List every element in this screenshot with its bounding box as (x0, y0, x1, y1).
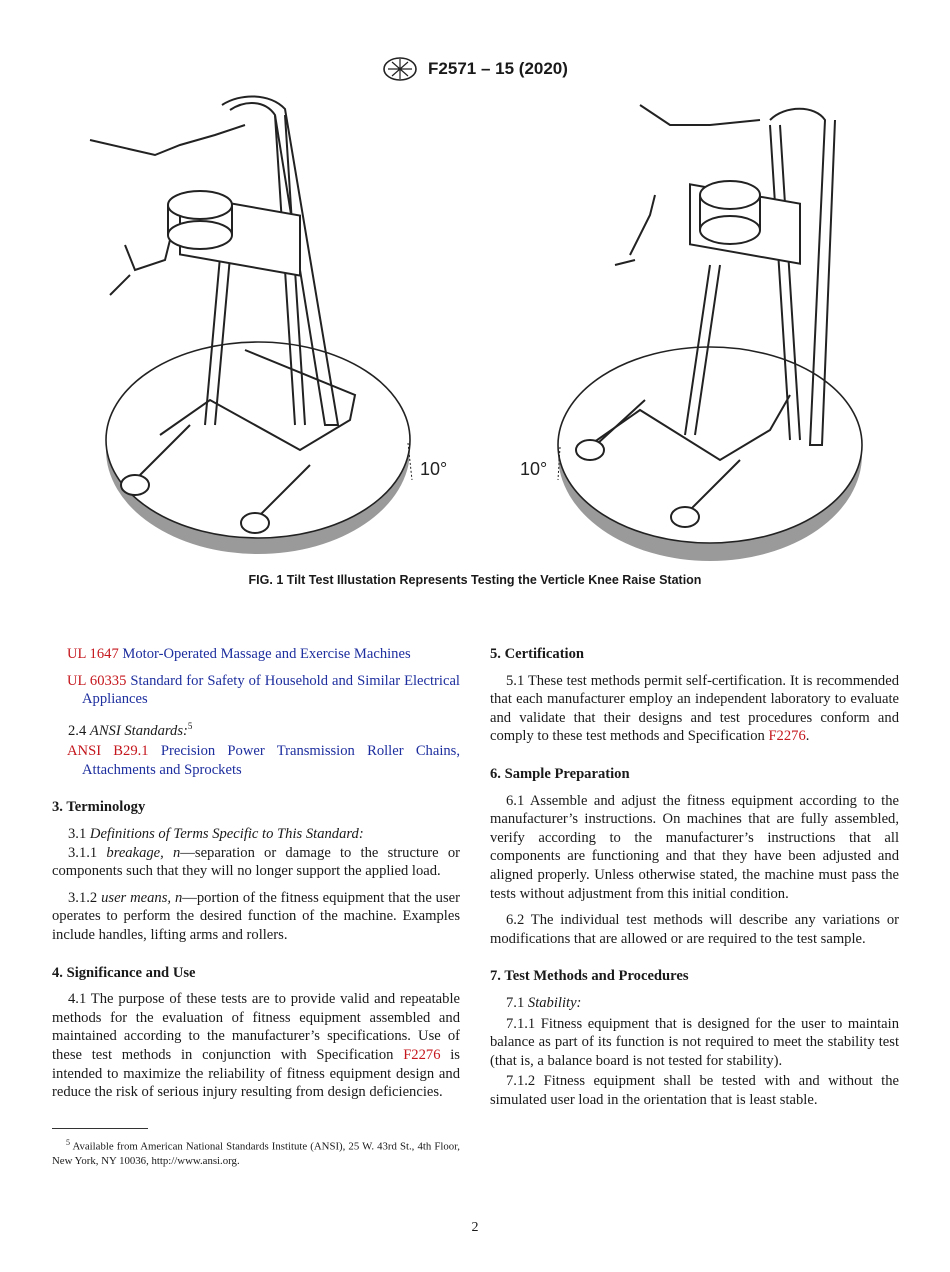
section-2-4 (52, 717, 460, 740)
page-header (0, 56, 950, 82)
section-number: 3.1.2 (68, 889, 98, 906)
left-angle-label: 10° (420, 459, 448, 479)
right-angle-label: 10° (520, 459, 548, 479)
footnote-marker: 5 (66, 1137, 70, 1147)
footnote-divider (52, 1128, 148, 1129)
reference-item (52, 672, 460, 709)
footnote-marker: 5 (187, 720, 193, 731)
left-column (52, 645, 460, 1177)
tilt-test-figure (70, 95, 890, 565)
section-number: 3.1 (68, 826, 87, 843)
standard-link[interactable]: F2276 (768, 728, 806, 745)
reference-title[interactable]: Standard for Safety of Household and Similar Electrical Appliances (82, 672, 460, 708)
section-7-1 (490, 994, 899, 1013)
section-3-1-2 (52, 889, 460, 945)
reference-code[interactable]: ANSI B29.1 (67, 743, 149, 760)
paragraph-text: 5.1 These test methods permit self-certification. It is recommended that each manufacturer employ an independent laboratory to evaluate and validate that their designs and test procedures conform and comply to these test methods and Specification (490, 672, 899, 745)
section-6-2: 6.2 The individual test methods will describe any variations or modifications that are allowed or are required to the test sample. (490, 912, 899, 947)
figure-caption: FIG. 1 Tilt Test Illustation Represents Testing the Verticle Knee Raise Station (248, 573, 702, 587)
section-5-1 (490, 672, 899, 746)
paragraph-text: . (805, 728, 810, 745)
astm-logo-icon (382, 56, 418, 82)
right-column (490, 645, 899, 1117)
section-heading: 6. Sample Preparation (490, 765, 630, 782)
section-number: 3.1.1 (68, 844, 98, 861)
standard-designation: F2571 – 15 (2020) (428, 59, 568, 78)
reference-item (52, 645, 460, 664)
section-number: 2.4 (68, 722, 87, 739)
section-title: ANSI Standards: (89, 722, 188, 739)
definition: —portion of the fitness equipment that the user operates to perform the desired function of the machine. Examples include handles, lifting arms and rollers. (52, 889, 460, 943)
footnote (52, 1135, 460, 1170)
footnote-text: Available from American National Standards Institute (ANSI), 25 W. 43rd St., 4th Floor, New York, NY 10036, http://www.ansi.org. (52, 1140, 460, 1168)
section-heading: 4. Significance and Use (52, 964, 196, 981)
section-number: 7.1 (506, 994, 525, 1011)
term: breakage, n (106, 844, 181, 861)
paragraph-text: is intended to maximize the reliability of fitness equipment design and reduce the risk of serious injury resulting from design deficiencies. (52, 1046, 460, 1101)
section-4-1 (52, 990, 460, 1102)
section-heading: 3. Terminology (52, 799, 146, 816)
section-6-1: 6.1 Assemble and adjust the fitness equipment according to the manufacturer’s instructions. On machines that are fully assembled, verify according to the manufacturer’s instructions that all components are functioning and that they have been adjusted and aligned properly. Unless otherwise stated, the machine must pass the tests without adjustment from this initial condition. (490, 792, 899, 902)
reference-code[interactable]: UL 1647 (67, 646, 119, 662)
section-7-1-2: 7.1.2 Fitness equipment shall be tested with and without the simulated user load in the orientation that is least stable. (490, 1073, 899, 1108)
section-heading: 7. Test Methods and Procedures (490, 968, 689, 985)
section-7-1-1: 7.1.1 Fitness equipment that is designed for the user to maintain balance as part of its function is not required to meet the stability test (that is, a balance board is not tested for stability). (490, 1015, 899, 1069)
reference-title[interactable]: Motor-Operated Massage and Exercise Machines (122, 646, 411, 662)
section-title: Stability: (527, 994, 582, 1011)
reference-item (52, 742, 460, 779)
definition: —separation or damage to the structure or components such that they will no longer support the applied load. (52, 844, 460, 880)
section-3-1-1 (52, 844, 460, 881)
paragraph-text: 4.1 The purpose of these tests are to provide valid and repeatable methods for the evaluation of fitness equipment assembled and maintained according to the manufacturer’s specifications. Use of these test methods in conjunction with Specification (52, 991, 460, 1063)
term: user means, n (101, 889, 183, 906)
page-number: 2 (471, 1220, 479, 1235)
reference-title[interactable]: Precision Power Transmission Roller Chains, Attachments and Sprockets (82, 743, 461, 778)
section-title: Definitions of Terms Specific to This Standard: (89, 826, 364, 843)
section-heading: 5. Certification (490, 646, 585, 662)
reference-code[interactable]: UL 60335 (67, 672, 127, 689)
standard-link[interactable]: F2276 (403, 1046, 441, 1063)
section-3-1 (52, 825, 460, 844)
